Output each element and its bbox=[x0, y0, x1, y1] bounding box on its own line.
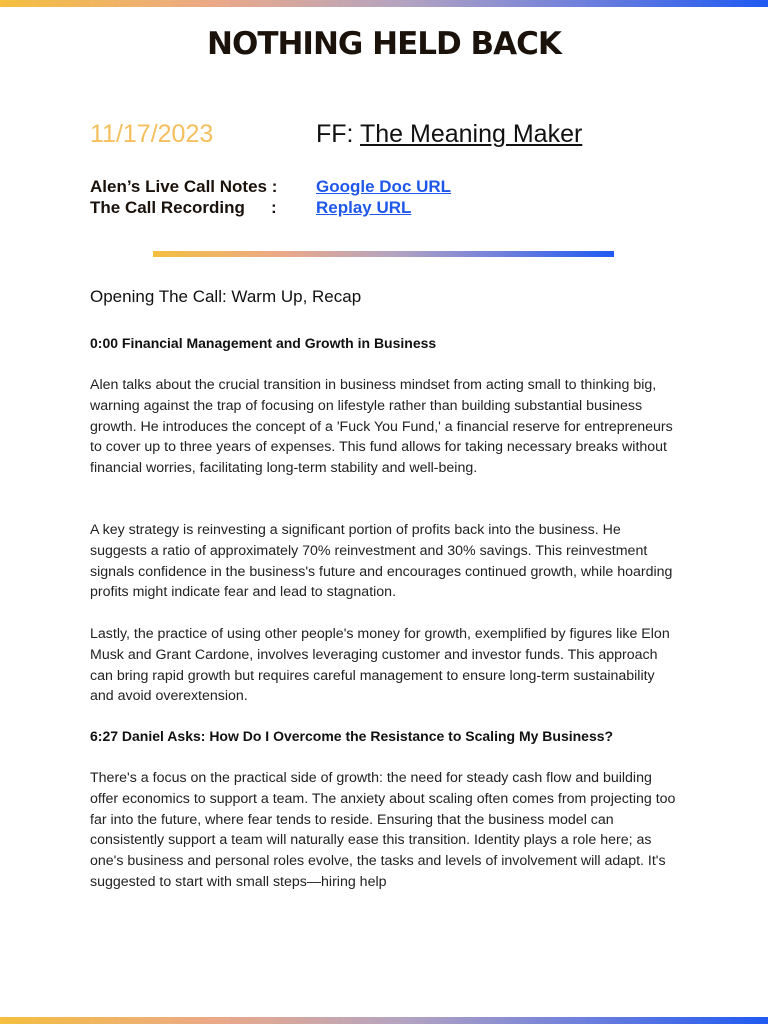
call-title bbox=[316, 120, 582, 149]
section-divider bbox=[153, 251, 614, 257]
paragraph: Alen talks about the crucial transition in business mindset from acting small to thinking big, warning against the trap of focusing on lifestyle rather than building substantial business growth. He introduces the concept of a 'Fuck You Fund,' a financial reserve for entrepreneurs to cover up to three years of expenses. This fund allows for taking necessary breaks without financial worries, facilitating long-term stability and well-being. bbox=[90, 377, 673, 477]
topic-heading: 6:27 Daniel Asks: How Do I Overcome the Resistance to Scaling My Business? bbox=[90, 728, 614, 744]
paragraph: A key strategy is reinvesting a significant portion of profits back into the business. He suggests a ratio of approximately 70% reinvestment and 30% savings. This reinvestment signals confidence in the business's future and encourages continued growth, while hoarding profits might indicate fear and lead to stagnation. bbox=[90, 522, 673, 601]
call-title-link[interactable]: The Meaning Maker bbox=[359, 120, 583, 148]
call-date: 11/17/2023 bbox=[90, 120, 214, 148]
brand-logo: NOTHING HELD BACK bbox=[207, 26, 561, 62]
call-recording-label: The Call Recording bbox=[90, 198, 245, 217]
paragraph: Lastly, the practice of using other people's money for growth, exemplified by figures like Elon Musk and Grant Cardone, involves leveraging customer and investor funds. This approach can bring rapid growth but requires careful management to ensure long-term sustainability and avoid overextension. bbox=[90, 626, 670, 705]
call-title-prefix: FF: bbox=[316, 120, 360, 148]
call-recording-colon: : bbox=[271, 198, 277, 217]
google-doc-link[interactable]: Google Doc URL bbox=[316, 177, 452, 196]
top-gradient-bar bbox=[0, 0, 768, 7]
replay-link[interactable]: Replay URL bbox=[316, 198, 412, 217]
paragraph: There's a focus on the practical side of growth: the need for steady cash flow and building offer economics to support a team. The anxiety about scaling often comes from projecting too far into the future, where fear tends to reside. Ensuring that the business model can consistently support a team will naturally ease this transition. Identity plays a role here; as one's business and personal roles evolve, the tasks and levels of involvement will adapt. It's suggested to start with small steps—hiring help bbox=[90, 770, 676, 890]
section-heading: Opening The Call: Warm Up, Recap bbox=[90, 287, 362, 306]
topic-heading: 0:00 Financial Management and Growth in Business bbox=[90, 335, 437, 351]
bottom-gradient-bar bbox=[0, 1017, 768, 1024]
live-call-notes-label: Alen’s Live Call Notes : bbox=[90, 177, 278, 196]
